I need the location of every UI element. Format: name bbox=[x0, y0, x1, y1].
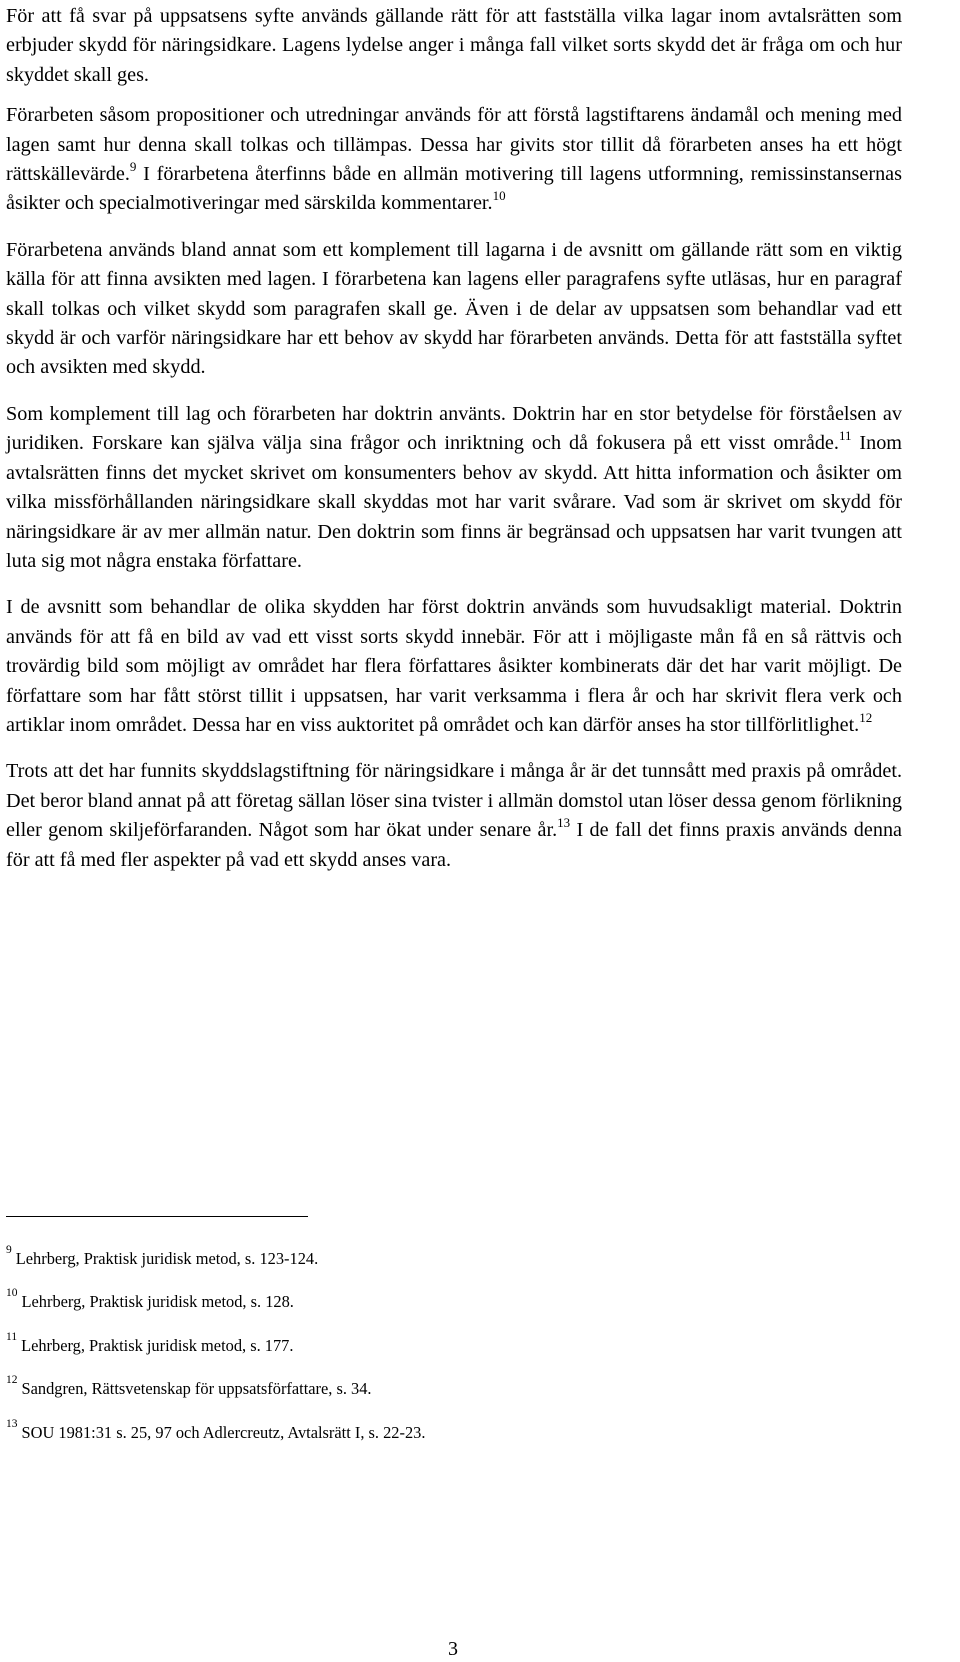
footnote-number: 12 bbox=[6, 1374, 18, 1386]
paragraph bbox=[6, 101, 902, 219]
paragraph bbox=[6, 236, 902, 383]
footnote-text: Sandgren, Rättsvetenskap för uppsatsförfattare, s. 34. bbox=[21, 1379, 372, 1398]
footnote-text: Lehrberg, Praktisk juridisk metod, s. 123-124. bbox=[15, 1248, 319, 1268]
footnote-number: 11 bbox=[6, 1330, 18, 1343]
footnote bbox=[6, 1270, 886, 1314]
footnotes bbox=[6, 1226, 886, 1444]
footnote bbox=[6, 1357, 886, 1401]
paragraph-text: Förarbetena används bland annat som ett komplement till lagarna i de avsnitt om gällande rätt som en viktig källa för att finna avsikten med lagen. I förarbetena kan lagens eller paragrafens syfte utläsas, hur en paragraf skall tolkas och vilket skydd som paragrafen skall ge. Även i de delar av uppsatsen som behandlar vad ett skydd är och varför näringsidkare har ett behov av skydd har förarbeten används. Detta för att fastställa syftet och avsikten med skydd. bbox=[6, 238, 902, 379]
footnote bbox=[6, 1226, 886, 1270]
paragraph bbox=[6, 593, 902, 740]
footnote-text: Lehrberg, Praktisk juridisk metod, s. 177. bbox=[21, 1335, 294, 1355]
paragraph-text: I de fall det finns praxis används denna för att få med fler aspekter på vad ett skydd anses vara. bbox=[6, 819, 902, 871]
footnote bbox=[6, 1313, 886, 1357]
paragraph bbox=[6, 2, 902, 90]
footnote-reference[interactable]: 12 bbox=[859, 709, 873, 725]
paragraph-text: I de avsnitt som behandlar de olika skydden har först doktrin används som huvudsakligt material. Doktrin används för att få en bild av vad ett visst sorts skydd innebär. För att i möjligaste mån få en så rättvis och trovärdig bild som möjligt av området har flera författares åsikter kombinerats där det har varit möjligt. De författare som har fått störst tillit i uppsatsen, har varit verksamma i flera år och har skrivit flera verk och artiklar inom området. Dessa har en viss auktoritet på området och kan därför anses ha stor tillförlitlighet. bbox=[6, 596, 902, 736]
paragraph-text: Trots att det har funnits skyddslagstiftning för näringsidkare i många år är det tunnsått med praxis på området. Det beror bland annat på att företag sällan löser sina tvister i allmän domstol utan löser dessa genom förlikning eller genom skiljeförfaranden. Något som har ökat under senare år. bbox=[6, 760, 902, 842]
paragraph-text: För att få svar på uppsatsens syfte används gällande rätt för att fastställa vilka lagar inom avtalsrätten som erbjuder skydd för näringsidkare. Lagens lydelse anger i många fall vilket sorts skydd det är fråga om och hur skyddet skall ges. bbox=[6, 5, 902, 86]
paragraph-text: Förarbeten såsom propositioner och utredningar används för att förstå lagstiftarens ändamål och mening med lagen samt hur denna skall tolkas och tillämpas. Dessa har givits stor tillit då förarbeten anses ha ett högt rättskällevärde. bbox=[6, 104, 902, 186]
footnote-text: SOU 1981:31 s. 25, 97 och Adlercreutz, Avtalsrätt I, s. 22-23. bbox=[21, 1422, 426, 1442]
footnote-reference[interactable]: 10 bbox=[492, 188, 506, 204]
footnote-number: 10 bbox=[6, 1287, 18, 1299]
paragraph bbox=[6, 757, 902, 875]
paragraph-text: Inom avtalsrätten finns det mycket skrivet om konsumenters behov av skydd. Att hitta information och åsikter om vilka missförhållanden näringsidkare skall skyddas mot har varit svårare. Vad som är skrivet om skydd för näringsidkare är av mer allmän natur. Den doktrin som finns är begränsad och uppsatsen har varit tvungen att luta sig mot några enstaka författare. bbox=[6, 432, 902, 572]
paragraph bbox=[6, 400, 902, 576]
footnote-reference[interactable]: 9 bbox=[129, 159, 137, 175]
page-number: 3 bbox=[448, 1638, 458, 1660]
footnote-number: 9 bbox=[6, 1243, 12, 1256]
body-text bbox=[6, 2, 902, 892]
footnote-text: Lehrberg, Praktisk juridisk metod, s. 128. bbox=[21, 1292, 294, 1311]
paragraph-text: I förarbetena återfinns både en allmän motivering till lagens utformning, remissinstansernas åsikter och specialmotiveringar med särskilda kommentarer. bbox=[6, 163, 902, 215]
paragraph-text: Som komplement till lag och förarbeten har doktrin använts. Doktrin har en stor betydelse för förståelsen av juridiken. Forskare kan själva välja sina frågor och inriktning och då fokusera på ett visst område. bbox=[6, 402, 902, 455]
footnote-separator bbox=[6, 1216, 308, 1217]
footnote bbox=[6, 1400, 886, 1444]
footnote-reference[interactable]: 11 bbox=[838, 428, 852, 444]
footnote-number: 13 bbox=[6, 1417, 18, 1430]
footnote-reference[interactable]: 13 bbox=[557, 815, 571, 831]
